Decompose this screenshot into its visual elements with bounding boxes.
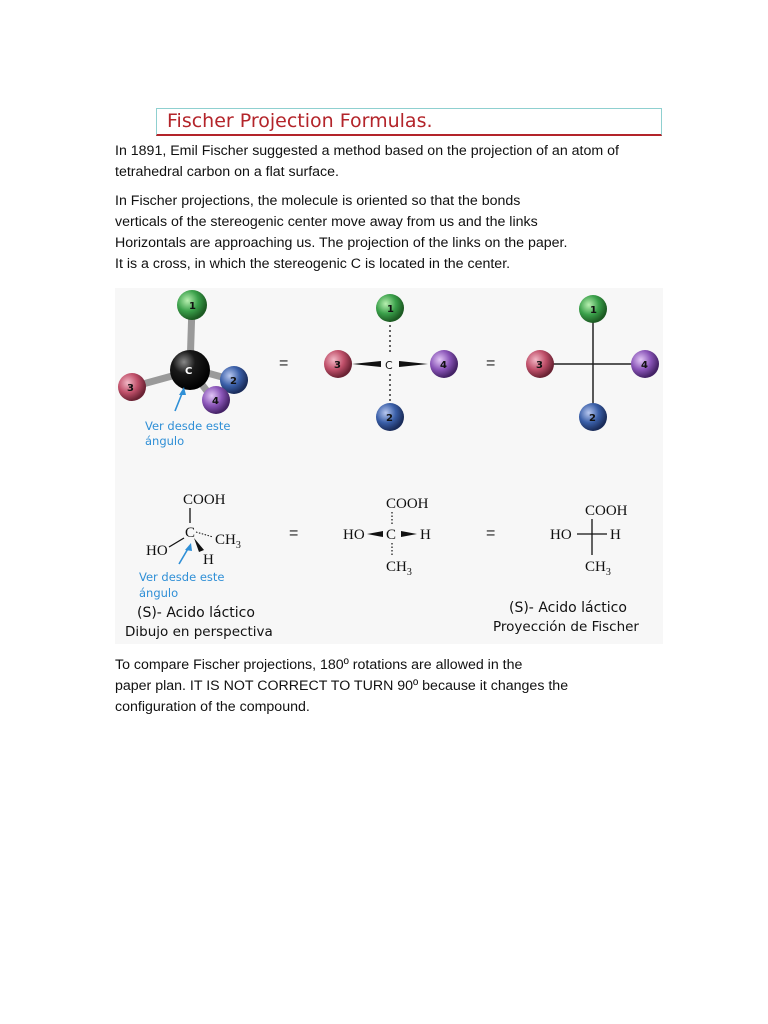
subscript-3: 3 [605,567,611,578]
orientation-paragraph [115,191,675,275]
atom-4-label: 4 [641,360,648,371]
atom-3-label: 3 [334,360,341,371]
view-hint-line: ángulo [145,434,185,448]
view-arrow-head [185,543,192,551]
h-label: H [203,552,214,568]
cooh-label: COOH [386,496,429,512]
wedge-bond [401,531,417,537]
ch3-label [215,532,241,551]
atom-3-label: 3 [127,383,134,394]
ch-text: CH [215,532,236,548]
equals-sign: = [289,525,299,542]
text-line: verticals of the stereogenic center move away from us and the links [115,214,538,230]
atom-1-label: 1 [189,301,196,312]
wedge-bond [352,361,381,367]
ho-label: HO [343,527,365,543]
text-line: To compare Fischer projections, 180º rotations are allowed in the [115,657,523,673]
view-hint-line: ángulo [139,586,179,600]
h-label: H [610,527,621,543]
carbon-label: C [385,359,393,372]
atom-3-label: 3 [536,360,543,371]
atom-2-label: 2 [230,376,237,387]
text-line: It is a cross, in which the stereogenic C is located in the center. [115,256,511,272]
atom-4-label: 4 [440,360,447,371]
ch-text: CH [386,559,407,575]
atom-2-label: 2 [589,413,596,424]
atom-1-label: 1 [387,304,394,315]
atom-4-label: 4 [212,396,219,407]
text-line: In 1891, Emil Fischer suggested a method based on the projection of an atom of [115,143,619,159]
lactic-acid-wedge [343,496,431,578]
tetrahedral-model [118,290,248,448]
equals-sign: = [279,355,289,372]
text-line: tetrahedral carbon on a flat surface. [115,164,339,180]
h-label: H [420,527,431,543]
subscript-3: 3 [235,540,241,551]
text-line: In Fischer projections, the molecule is oriented so that the bonds [115,193,521,209]
view-hint-line: Ver desde este [145,419,231,433]
view-hint-line: Ver desde este [139,570,225,584]
caption-name: (S)- Acido láctico [137,605,255,621]
cooh-label: COOH [183,492,226,508]
equals-sign: = [486,525,496,542]
wedge-bond [194,538,204,552]
wedge-bond [367,531,383,537]
lactic-acid-perspective [125,492,273,640]
hashed-bond [196,532,213,537]
text-line: paper plan. IT IS NOT CORRECT TO TURN 90º because it changes the [115,678,569,694]
text-line: Horizontals are approaching us. The projection of the links on the paper. [115,235,568,251]
atom-2-label: 2 [386,413,393,424]
carbon-label: C [386,527,397,543]
figure-svg [115,288,663,644]
caption-subtitle: Dibujo en perspectiva [125,624,273,640]
ho-label: HO [550,527,572,543]
subscript-3: 3 [406,567,412,578]
caption-name: (S)- Acido láctico [509,600,627,616]
text-line: configuration of the compound. [115,699,310,715]
ch3-label [585,559,611,578]
wedge-dash-model [324,294,458,431]
caption-subtitle: Proyección de Fischer [493,619,639,635]
rotation-paragraph [115,655,675,718]
atom-1-label: 1 [590,305,597,316]
carbon-label: C [185,366,193,377]
ch-text: CH [585,559,606,575]
bond [169,538,184,547]
page-title: Fischer Projection Formulas. [167,110,433,132]
ho-label: HO [146,543,168,559]
fischer-cross-model [526,295,659,431]
lactic-acid-fischer [493,503,639,635]
carbon-label: C [185,525,196,541]
equals-sign: = [486,355,496,372]
wedge-bond [399,361,428,367]
cooh-label: COOH [585,503,628,519]
fischer-projection-figure [115,288,663,644]
section-title-box [156,108,662,136]
ch3-label [386,559,412,578]
intro-paragraph [115,141,675,183]
